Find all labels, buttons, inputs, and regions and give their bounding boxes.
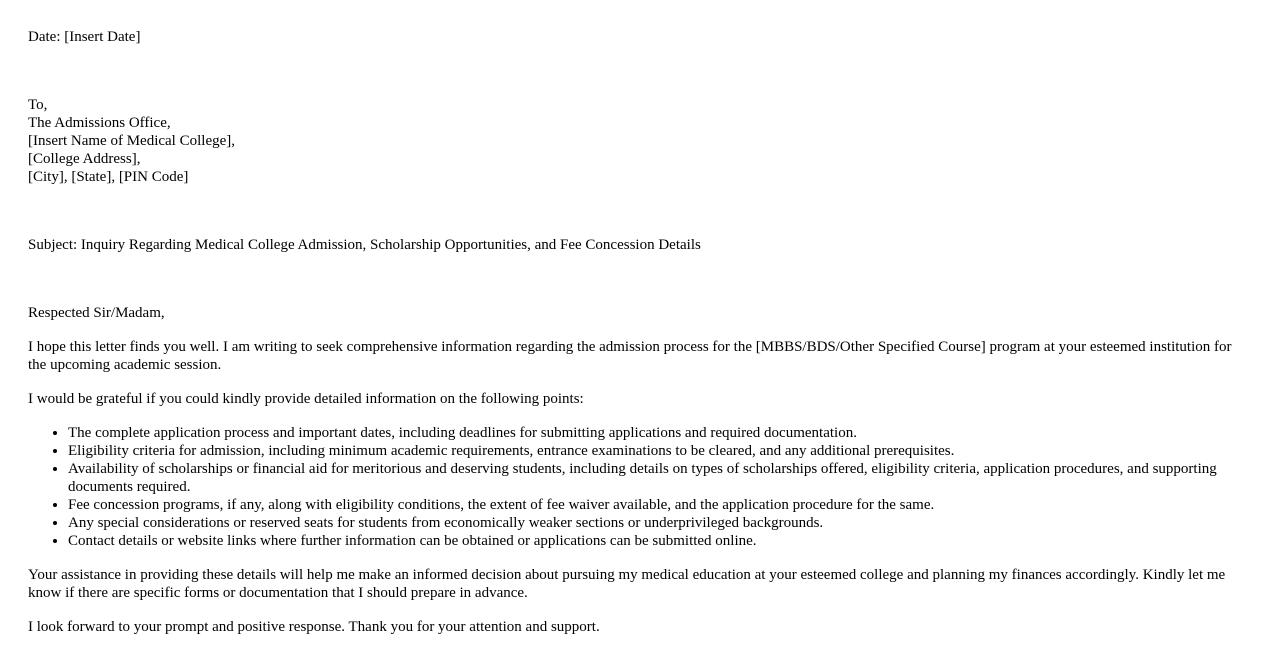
list-item: • Availability of scholarships or financial aid for meritorious and deserving students, including details on types of scholarships offered, eligibility criteria, application procedures, and supporting documents required.: [68, 460, 1250, 496]
list-item: • Contact details or website links where further information can be obtained or applications can be submitted online.: [68, 532, 1250, 550]
request-points-list: [28, 424, 1250, 550]
subject-line: Subject: Inquiry Regarding Medical College Admission, Scholarship Opportunities, and Fee Concession Details: [28, 237, 701, 253]
intro-paragraph: I hope this letter finds you well. I am writing to seek comprehensive information regarding the admission process for the [MBBS/BDS/Other Specified Course] program at your esteemed institution for the upcoming academic session.: [28, 339, 1232, 373]
address-college-name: [Insert Name of Medical College],: [28, 133, 236, 149]
assistance-paragraph: Your assistance in providing these details will help me make an informed decision about pursuing my medical education at your esteemed college and planning my finances accordingly. Kindly let me know if there are specific forms or documentation that I should prepare in advance.: [28, 567, 1226, 601]
date-line: Date: [Insert Date]: [28, 29, 141, 45]
address-office: The Admissions Office,: [28, 115, 171, 131]
list-item: • Fee concession programs, if any, along with eligibility conditions, the extent of fee waiver available, and the application procedure for the same.: [68, 496, 1250, 514]
salutation: Respected Sir/Madam,: [28, 305, 165, 321]
address-to: To,: [28, 97, 48, 113]
request-paragraph: I would be grateful if you could kindly provide detailed information on the following points:: [28, 391, 584, 407]
list-item: • Eligibility criteria for admission, including minimum academic requirements, entrance examinations to be cleared, and any additional prerequisites.: [68, 442, 1250, 460]
address-city-line: [City], [State], [PIN Code]: [28, 169, 189, 185]
address-college-address: [College Address],: [28, 151, 141, 167]
list-item: • The complete application process and important dates, including deadlines for submitting applications and required documentation.: [68, 424, 1250, 442]
closing-paragraph: I look forward to your prompt and positive response. Thank you for your attention and support.: [28, 619, 600, 635]
list-item: • Any special considerations or reserved seats for students from economically weaker sections or underprivileged backgrounds.: [68, 514, 1250, 532]
recipient-address: [28, 96, 1250, 186]
